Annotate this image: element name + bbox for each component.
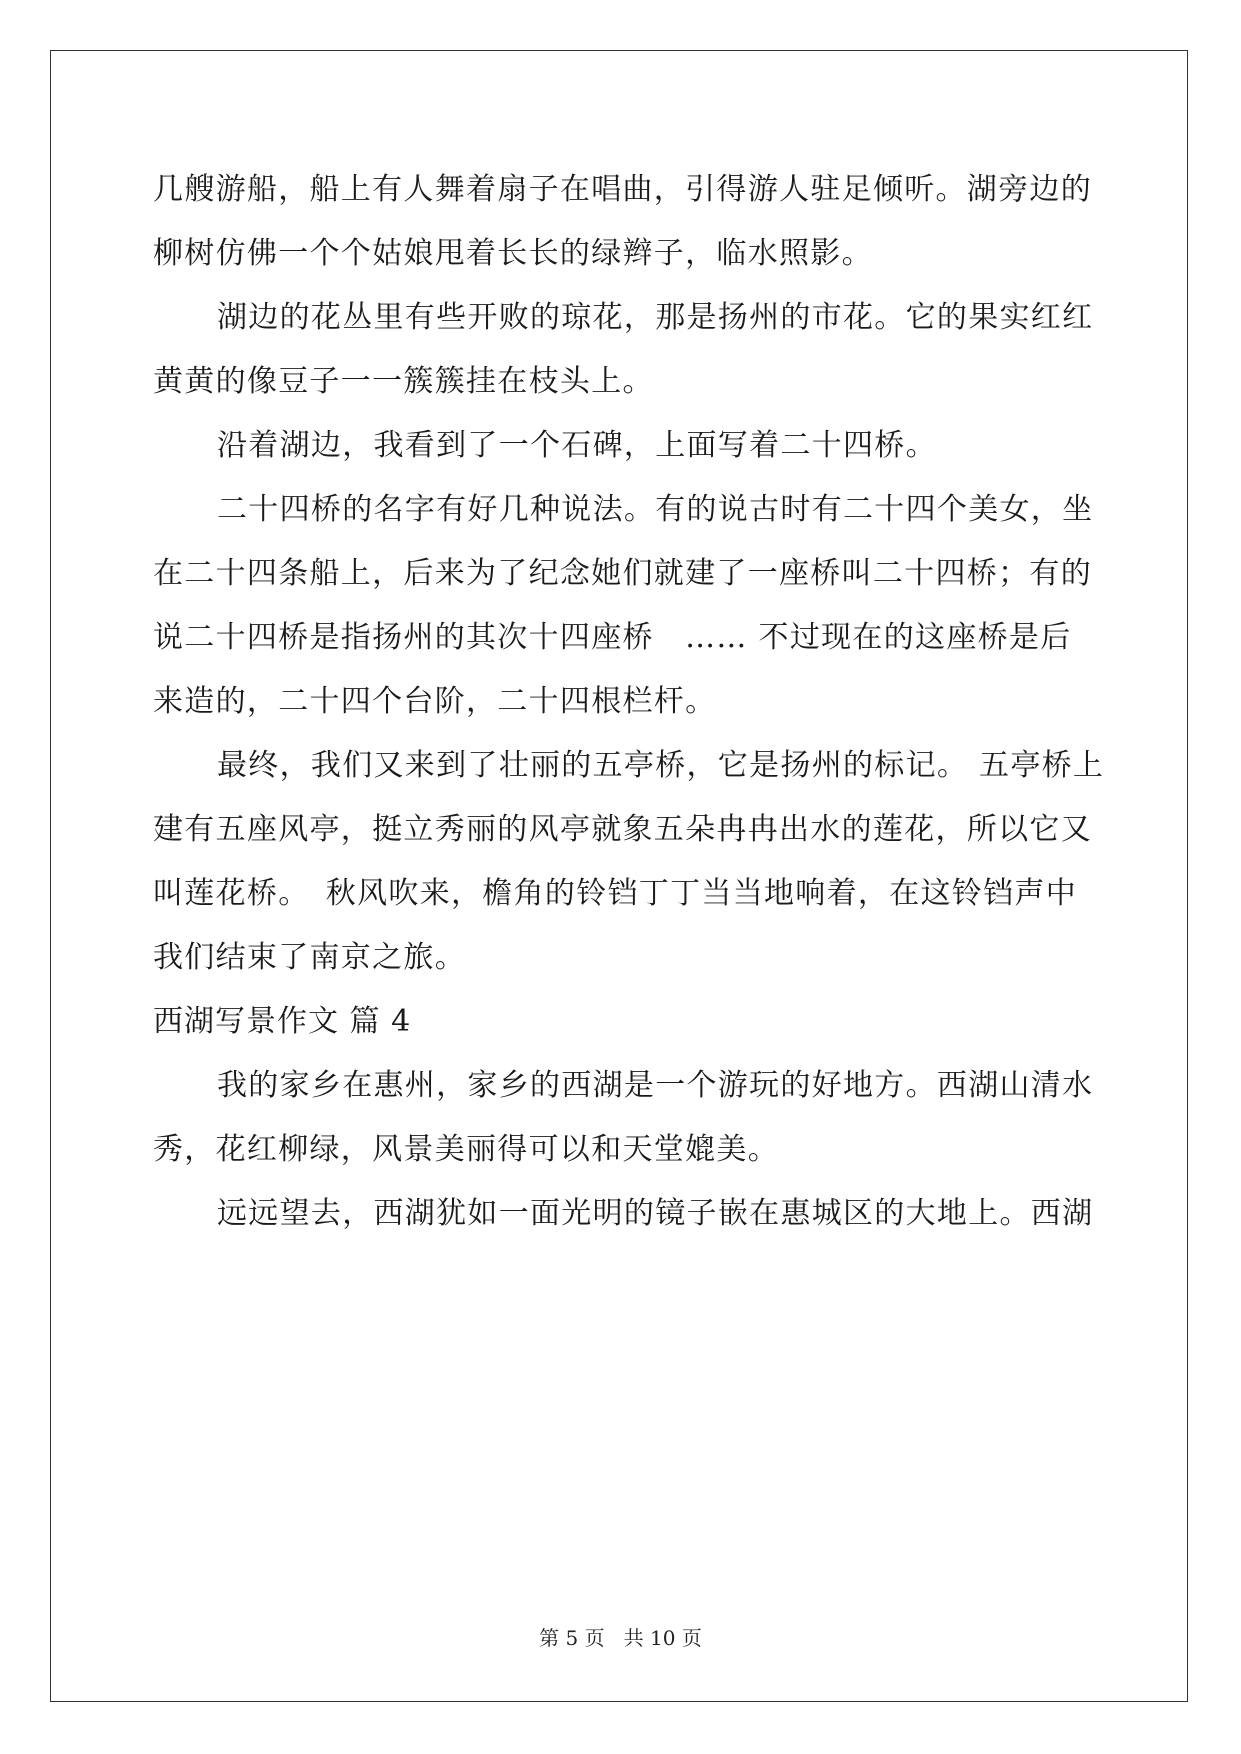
paragraph-line: 我们结束了南京之旅。 [153, 940, 466, 975]
paragraph-line: 黄黄的像豆子一一簇簇挂在枝头上。 [153, 364, 654, 399]
paragraph-line: 柳树仿佛一个个姑娘甩着长长的绿辫子，临水照影。 [153, 236, 873, 271]
paragraph-line: 湖边的花丛里有些开败的琼花，那是扬州的市花。它的果实红红 [217, 300, 1094, 335]
paragraph-line: 秀，花红柳绿，风景美丽得可以和天堂媲美。 [153, 1132, 779, 1167]
page-footer [0, 1622, 1241, 1651]
paragraph-line: 几艘游船，船上有人舞着扇子在唱曲，引得游人驻足倾听。湖旁边的 [153, 172, 1092, 207]
current-page-label: 第 5 页 [539, 1626, 605, 1650]
paragraph-line: 二十四桥的名字有好几种说法。有的说古时有二十四个美女，坐 [217, 492, 1094, 527]
document-body [153, 158, 1105, 1246]
section-heading: 西湖写景作文 篇 4 [153, 1004, 412, 1039]
paragraph-line: 最终，我们又来到了壮丽的五亭桥，它是扬州的标记。 五亭桥上 [217, 748, 1105, 783]
paragraph-line: 我的家乡在惠州，家乡的西湖是一个游玩的好地方。西湖山清水 [217, 1068, 1094, 1103]
paragraph-line: 建有五座风亭，挺立秀丽的风亭就象五朵冉冉出水的莲花，所以它又 [153, 812, 1092, 847]
paragraph-line: 在二十四条船上，后来为了纪念她们就建了一座桥叫二十四桥；有的 [153, 556, 1092, 591]
total-pages-label: 共 10 页 [623, 1626, 702, 1650]
paragraph-line: 远远望去，西湖犹如一面光明的镜子嵌在惠城区的大地上。西湖 [217, 1196, 1094, 1231]
paragraph-line: 沿着湖边，我看到了一个石碑，上面写着二十四桥。 [217, 428, 937, 463]
paragraph-line: 叫莲花桥。 秋风吹来，檐角的铃铛丁丁当当地响着，在这铃铛声中 [153, 876, 1077, 911]
paragraph-line: 来造的，二十四个台阶，二十四根栏杆。 [153, 684, 717, 719]
paragraph-line: 说二十四桥是指扬州的其次十四座桥 …… 不过现在的这座桥是后 [153, 620, 1072, 655]
